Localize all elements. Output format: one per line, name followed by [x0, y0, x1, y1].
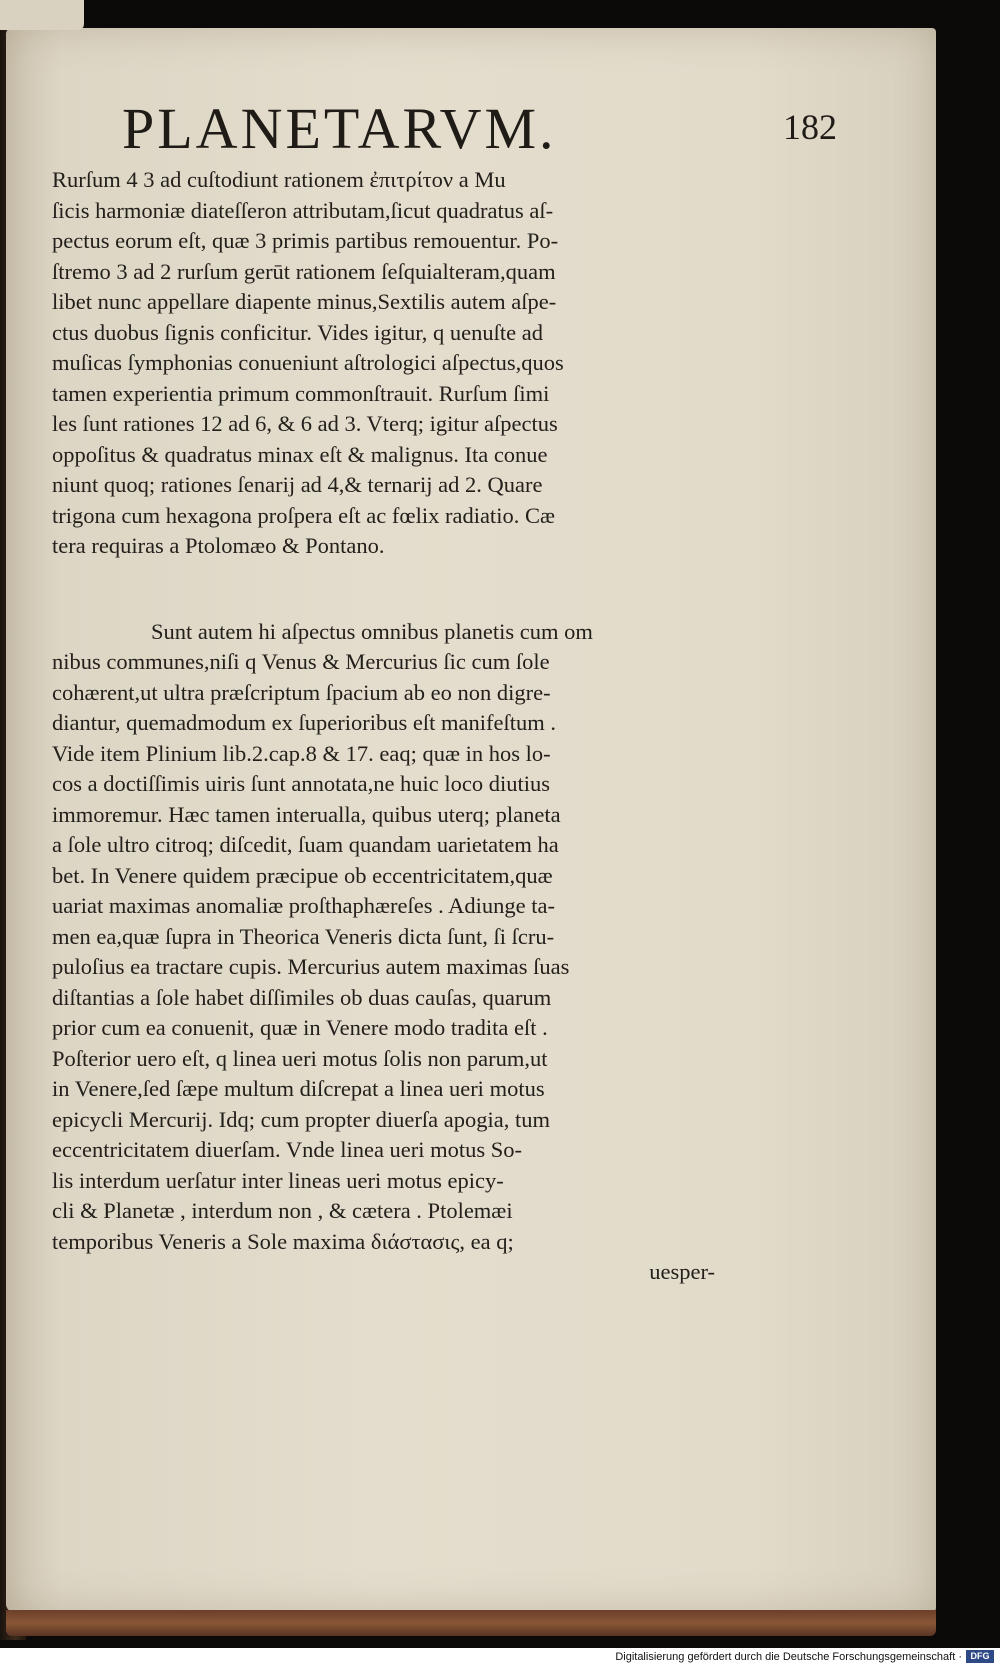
- text-line: Vide item Plinium lib.2.cap.8 & 17. eaq; quæ in hos lo-: [52, 740, 551, 766]
- text-line: eccentricitatem diuerſam. Vnde linea ueri motus So-: [52, 1137, 523, 1162]
- text-line: ctus duobus ſignis conficitur. Vides igitur, q uenuſte ad: [52, 319, 544, 345]
- text-line: ſtremo 3 ad 2 rurſum gerūt rationem ſeſquialteram,quam: [52, 258, 556, 284]
- text-line: diantur, quemadmodum ex ſuperioribus eſt manifeſtum .: [52, 710, 556, 735]
- text-line: tera requiras a Ptolomæo & Pontano.: [52, 533, 385, 558]
- text-line: trigona cum hexagona proſpera eſt ac fœlix radiatio. Cæ: [52, 502, 555, 528]
- text-line: men ea,quæ ſupra in Theorica Veneris dicta ſunt, ſi ſcru-: [52, 923, 555, 949]
- text-line: prior cum ea conuenit, quæ in Venere modo tradita eſt .: [52, 1015, 548, 1040]
- text-line: Poſterior uero eſt, q linea ueri motus ſolis non parum,ut: [52, 1045, 548, 1071]
- text-line: libet nunc appellare diapente minus,Sextilis autem aſpe-: [52, 289, 557, 314]
- text-line: pectus eorum eſt, quæ 3 primis partibus remouentur. Po-: [52, 228, 559, 253]
- text-line: cli & Planetæ , interdum non , & cætera . Ptolemæi: [52, 1198, 513, 1223]
- text-line: diſtantias a ſole habet diſſimiles ob duas cauſas, quarum: [52, 984, 552, 1010]
- text-line: epicycli Mercurij. Idq; cum propter diuerſa apogia, tum: [52, 1106, 550, 1132]
- page-header: [122, 94, 837, 164]
- page-corner: [0, 0, 84, 30]
- text-line: tamen experientia primum commonſtrauit. Rurſum ſimi: [52, 380, 550, 406]
- book-edge: [6, 1610, 936, 1636]
- text-line: lis interdum uerſatur inter lineas ueri motus epicy-: [52, 1167, 504, 1193]
- text-line: cohærent,ut ultra præſcriptum ſpacium ab eo non digre-: [52, 679, 551, 705]
- text-line: niunt quoq; rationes ſenarij ad 4,& ternarij ad 2. Quare: [52, 472, 543, 497]
- text-line: bet. In Venere quidem præcipue ob eccentricitatem,quæ: [52, 862, 553, 888]
- text-line: Sunt autem hi aſpectus omnibus planetis cum om: [151, 618, 593, 644]
- paragraph-2: [52, 617, 717, 1258]
- text-line: in Venere,ſed ſæpe multum diſcrepat a linea ueri motus: [52, 1076, 545, 1101]
- text-line: puloſius ea tractare cupis. Mercurius autem maximas ſuas: [52, 954, 570, 979]
- text-line: oppoſitus & quadratus minax eſt & malignus. Ita conue: [52, 441, 548, 467]
- text-line: immoremur. Hæc tamen interualla, quibus uterq; planeta: [52, 801, 561, 827]
- paragraph-spacer: [52, 562, 717, 617]
- text-block: [52, 165, 717, 1288]
- text-line: temporibus Veneris a Sole maxima διάστασις, ea q;: [52, 1228, 514, 1254]
- text-line: ſicis harmoniæ diateſſeron attributam,ſicut quadratus aſ-: [52, 197, 554, 223]
- text-line: Rurſum 4 3 ad cuſtodiunt rationem ἐπιτρίτον a Mu: [52, 167, 506, 192]
- text-line: les ſunt rationes 12 ad 6, & 6 ad 3. Vterq; igitur aſpectus: [52, 411, 558, 436]
- text-line: nibus communes,niſi q Venus & Mercurius ſic cum ſole: [52, 649, 550, 674]
- catchword: uesper-: [649, 1259, 715, 1284]
- running-title: PLANETARVM.: [122, 96, 557, 161]
- funding-credit: Digitalisierung gefördert durch die Deutsche Forschungsgemeinschaft ·: [615, 1651, 962, 1663]
- page-number: 182: [783, 107, 837, 147]
- text-line: muſicas ſymphonias conueniunt aſtrologici aſpectus,quos: [52, 350, 564, 375]
- dfg-logo: DFG: [966, 1650, 994, 1663]
- text-line: uariat maximas anomaliæ proſthaphæreſes . Adiunge ta-: [52, 893, 555, 918]
- text-line: cos a doctiſſimis uiris ſunt annotata,ne huic loco diutius: [52, 771, 551, 796]
- text-line: a ſole ultro citroq; diſcedit, ſuam quandam uarietatem ha: [52, 832, 559, 857]
- paragraph-1: [52, 165, 717, 562]
